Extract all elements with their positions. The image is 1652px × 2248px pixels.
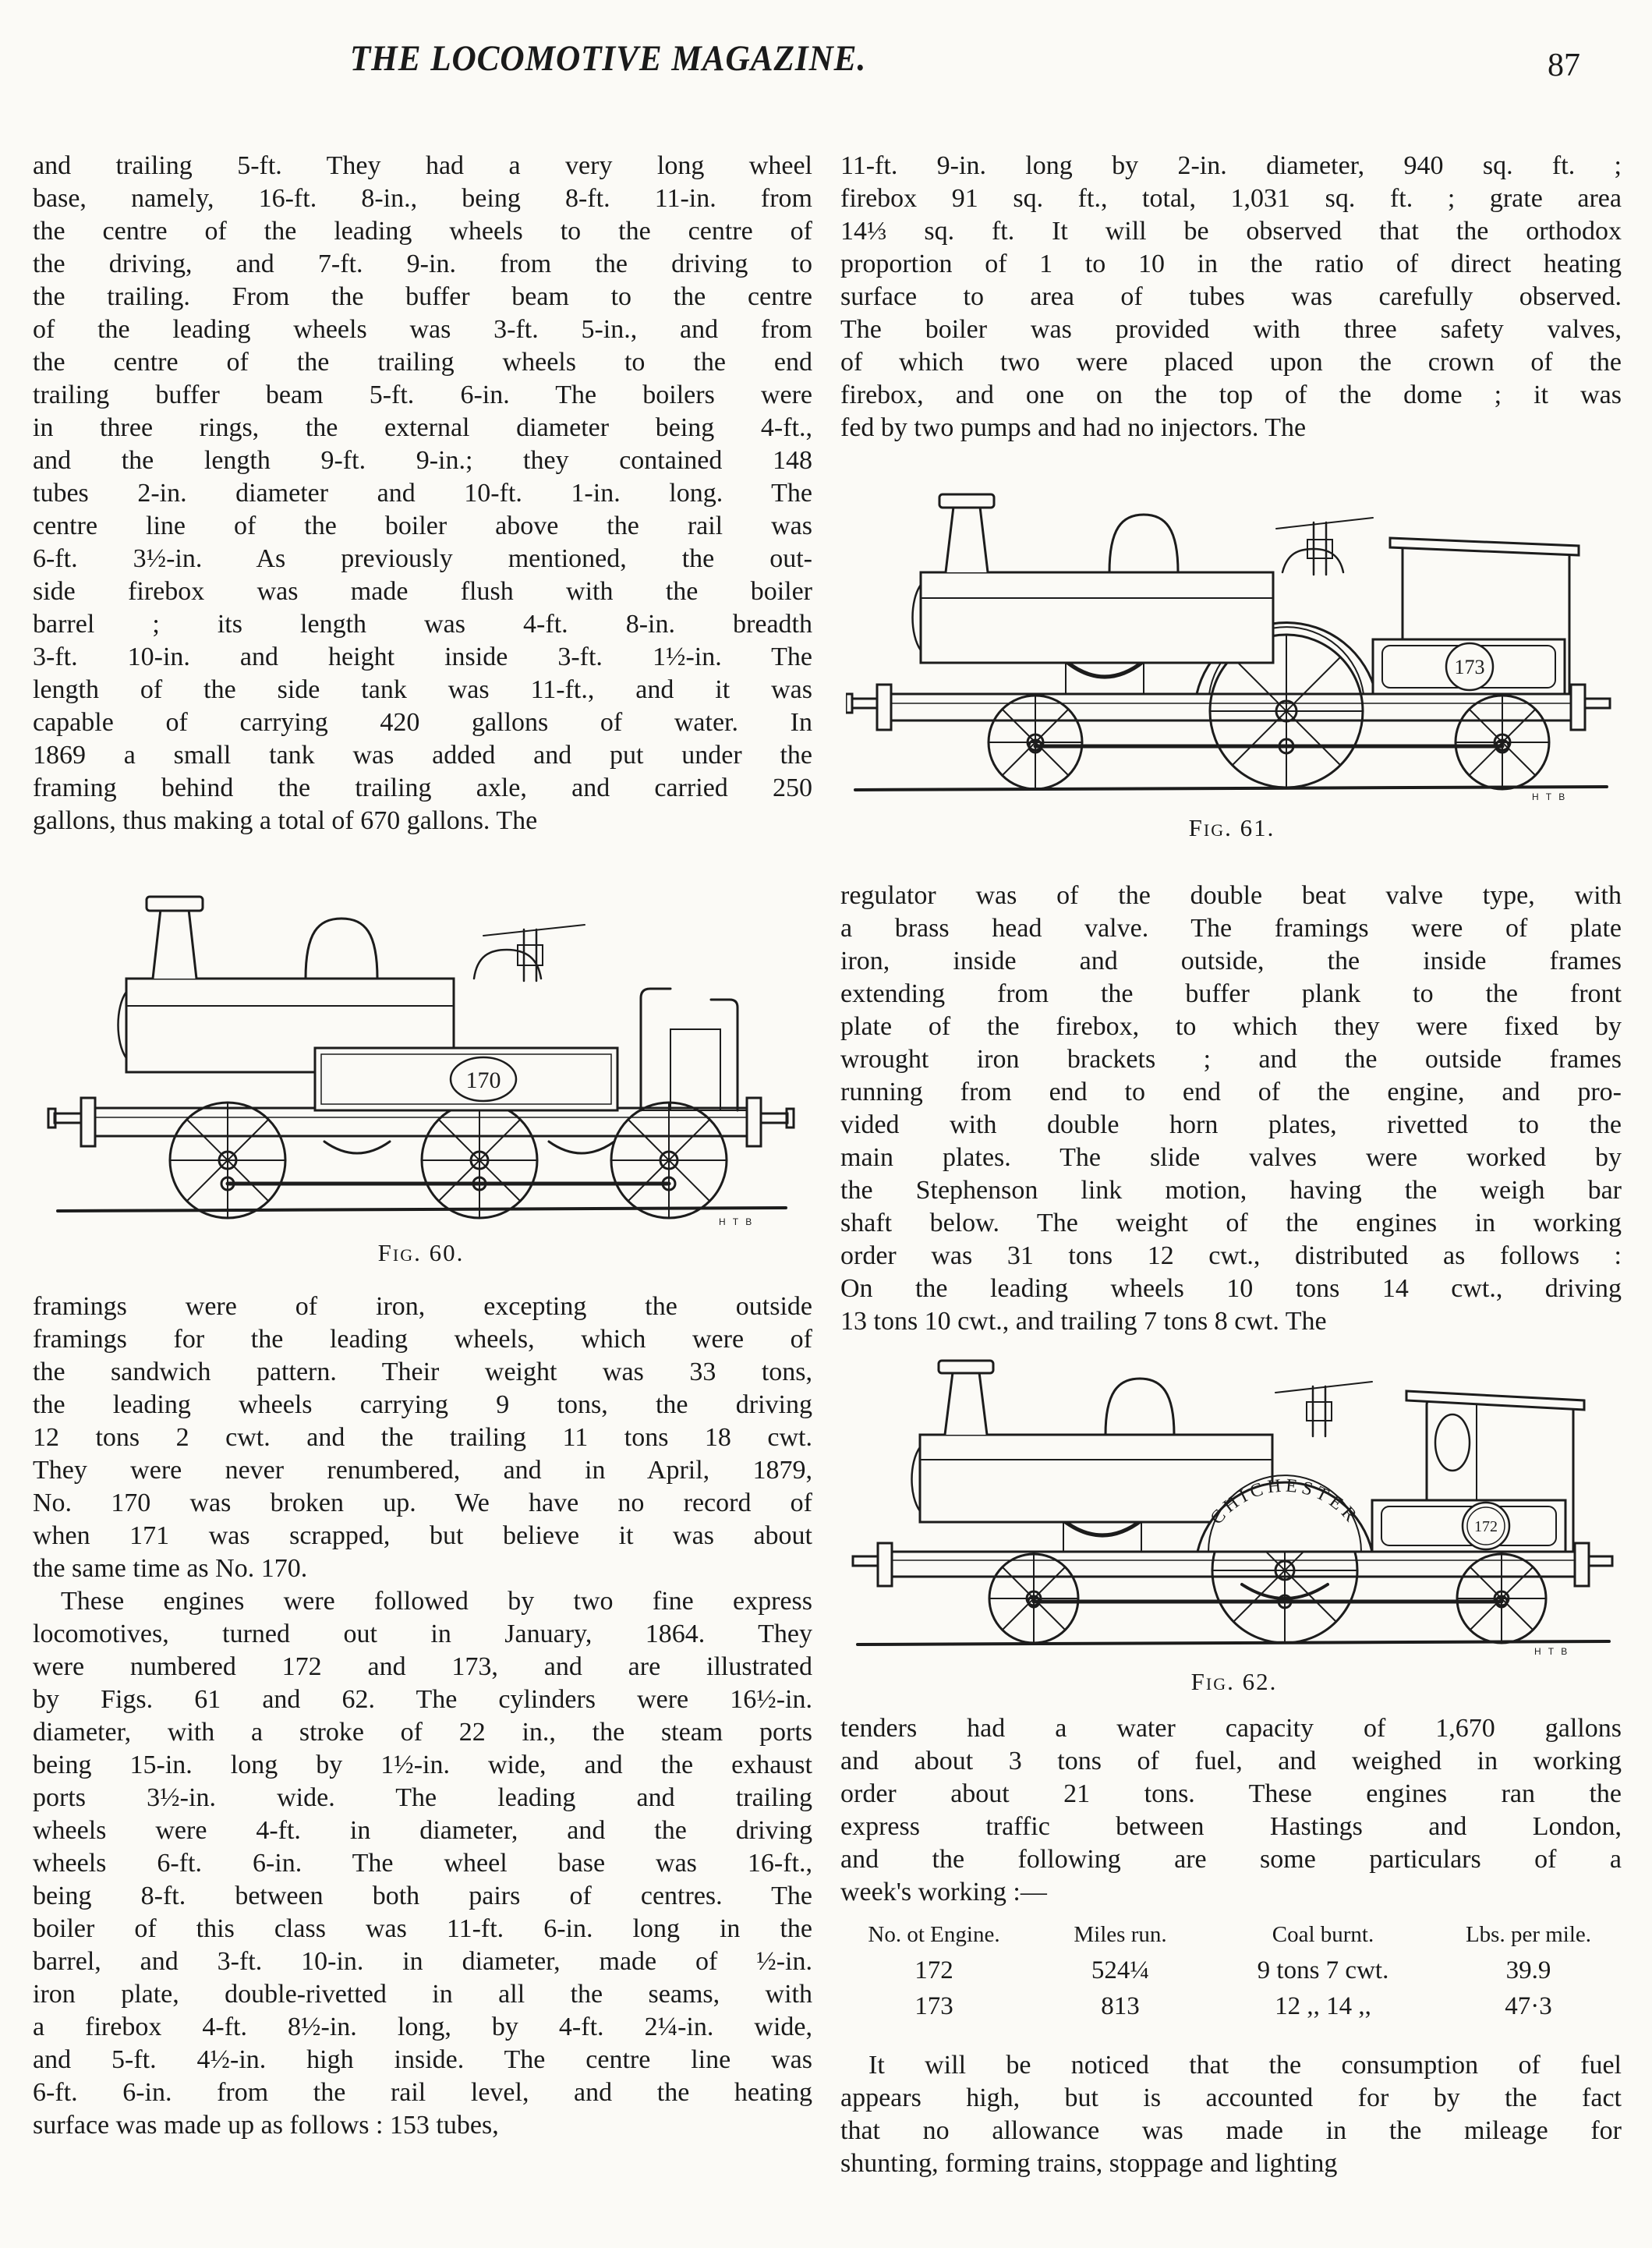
left-column-paragraph-3: [33, 1585, 812, 2142]
text-line: These engines were followed by two fine express: [61, 1587, 812, 1616]
front-buffer: [853, 1543, 892, 1586]
text-line: the centre of the leading wheels to the centre of: [33, 217, 812, 246]
text-line: barrel, and 3-ft. 10-in. in diameter, made of ½-in.: [33, 1947, 812, 1976]
chimney: [939, 494, 994, 572]
text-line: week's working :—: [840, 1878, 1047, 1906]
text-line: the Stephenson link motion, having the weigh bar: [840, 1176, 1622, 1205]
fig60-engraver-signature: H T B: [719, 1216, 755, 1227]
text-line: capable of carrying 420 gallons of water. In: [33, 708, 812, 737]
leaf-spring: [324, 1142, 390, 1153]
text-line: On the leading wheels 10 tons 14 cwt., driving: [840, 1274, 1622, 1303]
trailing-wheel: [1456, 696, 1549, 789]
figure-60: [47, 875, 795, 1267]
text-line: main plates. The slide valves were worked by: [840, 1143, 1622, 1172]
fig62-caption: Fig. 62.: [1190, 1668, 1278, 1695]
leading-wheel: [989, 1554, 1078, 1643]
text-line: gallons, thus making a total of 670 gallons. The: [33, 806, 538, 835]
text-line: framings for the leading wheels, which were of: [33, 1325, 812, 1354]
text-line: were numbered 172 and 173, and are illustrated: [33, 1652, 812, 1681]
fig62-number-label: 172: [1474, 1518, 1498, 1535]
fig61-engraver-signature: H T B: [1532, 791, 1568, 802]
fig60-caption: Fig. 60.: [377, 1239, 465, 1266]
text-line: by Figs. 61 and 62. The cylinders were 16½-in.: [33, 1685, 812, 1714]
left-column-lower-text: [33, 1290, 812, 2142]
frame: [891, 694, 1571, 720]
text-line: surface was made up as follows : 153 tubes,: [33, 2111, 499, 2140]
column-header-coal: Coal burnt.: [1272, 1921, 1374, 1947]
text-line: express traffic between Hastings and London,: [840, 1812, 1622, 1841]
text-line: firebox 91 sq. ft., total, 1,031 sq. ft. ; grate area: [840, 184, 1622, 213]
text-line: 1869 a small tank was added and put under the: [33, 741, 812, 770]
text-line: wrought iron brackets ; and the outside frames: [840, 1045, 1622, 1074]
right-column-paragraph-1: [840, 150, 1622, 444]
text-line: a brass head valve. The framings were of plate: [840, 914, 1622, 943]
text-line: length of the side tank was 11-ft., and it was: [33, 675, 812, 704]
firebox-casing: [474, 950, 541, 979]
text-line: 11-ft. 9-in. long by 2-in. diameter, 940 sq. ft. ;: [840, 151, 1622, 180]
driving-wheel: [422, 1103, 537, 1218]
coupling-rod: [1029, 739, 1509, 753]
chimney: [939, 1361, 993, 1435]
text-line: firebox, and one on the top of the dome ; it was: [840, 381, 1622, 409]
fig61-caption: Fig. 61.: [1188, 814, 1275, 841]
weekly-working-table: [837, 1917, 1620, 2024]
text-line: 12 tons 2 cwt. and the trailing 11 tons 18 cwt.: [33, 1423, 812, 1452]
cell-engine: 173: [914, 1991, 953, 2020]
cell-engine: 172: [914, 1956, 953, 1984]
fig61-locomotive-drawing: [846, 477, 1618, 805]
figure-61: [846, 477, 1618, 842]
cell-lbs: 39.9: [1505, 1956, 1551, 1984]
text-line: tubes 2-in. diameter and 10-ft. 1-in. long. The: [33, 479, 812, 508]
text-line: centre line of the boiler above the rail was: [33, 512, 812, 540]
cell-coal: 9 tons 7 cwt.: [1257, 1956, 1389, 1984]
cell-coal: 12 ,, 14 ,,: [1275, 1991, 1371, 2020]
text-line: the same time as No. 170.: [33, 1554, 308, 1583]
text-line: proportion of 1 to 10 in the ratio of direct heating: [840, 250, 1622, 278]
text-line: being 15-in. long by 1½-in. wide, and the exhaust: [33, 1751, 812, 1779]
chimney: [147, 897, 203, 979]
right-column-paragraph-4: [840, 2049, 1622, 2180]
text-line: the sandwich pattern. Their weight was 33 tons,: [33, 1358, 812, 1386]
text-line: 13 tons 10 cwt., and trailing 7 tons 8 cwt. The: [840, 1307, 1327, 1336]
steam-dome: [306, 919, 377, 979]
right-column-paragraph-3: [840, 1712, 1622, 1909]
text-line: in three rings, the external diameter being 4-ft.,: [33, 413, 812, 442]
leading-wheel: [989, 696, 1082, 789]
cab: [641, 989, 747, 1110]
text-line: a firebox 4-ft. 8½-in. long, by 4-ft. 2¼-in. wide,: [33, 2013, 812, 2041]
text-line: iron plate, double-rivetted in all the seams, with: [33, 1980, 812, 2009]
text-line: iron, inside and outside, the inside frames: [840, 947, 1622, 975]
text-line: the trailing. From the buffer beam to the centre: [33, 282, 812, 311]
text-line: order about 21 tons. These engines ran the: [840, 1779, 1622, 1808]
text-line: tenders had a water capacity of 1,670 gallons: [840, 1714, 1622, 1743]
text-line: and about 3 tons of fuel, and weighed in working: [840, 1747, 1622, 1775]
text-line: The boiler was provided with three safety valves,: [840, 315, 1622, 344]
text-line: wheels were 4-ft. in diameter, and the driving: [33, 1816, 812, 1845]
text-line: shunting, forming trains, stoppage and lighting: [840, 2149, 1338, 2178]
rear-buffer: [1571, 685, 1610, 730]
text-line: of which two were placed upon the crown of the: [840, 348, 1622, 377]
text-line: extending from the buffer plank to the front: [840, 979, 1622, 1008]
text-line: order was 31 tons 12 cwt., distributed as follows :: [840, 1241, 1622, 1270]
fig62-engraver-signature: H T B: [1534, 1646, 1570, 1657]
text-line: base, namely, 16-ft. 8-in., being 8-ft. 11-in. from: [33, 184, 812, 213]
text-line: ports 3½-in. wide. The leading and trailing: [33, 1783, 812, 1812]
table-row: [837, 1952, 1620, 1988]
text-line: plate of the firebox, to which they were fixed by: [840, 1012, 1622, 1041]
text-line: regulator was of the double beat valve type, with: [840, 881, 1622, 910]
text-line: side firebox was made flush with the boiler: [33, 577, 812, 606]
rear-buffer: [747, 1098, 794, 1146]
trailing-wheel: [611, 1103, 727, 1218]
fig62-locomotive-drawing: [848, 1351, 1620, 1659]
safety-valve-column: [1275, 1382, 1372, 1436]
text-line: when 171 was scrapped, but believe it was about: [33, 1521, 812, 1550]
text-line: the leading wheels carrying 9 tons, the driving: [33, 1390, 812, 1419]
text-line: It will be noticed that the consumption of fuel: [868, 2051, 1622, 2080]
rear-buffer: [1575, 1543, 1612, 1586]
cab-window: [1435, 1414, 1470, 1471]
text-line: 6-ft. 6-in. from the rail level, and the heating: [33, 2078, 812, 2107]
left-column-paragraph-1: [33, 150, 812, 837]
trailing-wheel: [1457, 1554, 1546, 1643]
text-line: and trailing 5-ft. They had a very long wheel: [33, 151, 812, 180]
frame: [95, 1108, 747, 1136]
text-line: boiler of this class was 11-ft. 6-in. long in the: [33, 1914, 812, 1943]
text-line: locomotives, turned out in January, 1864. They: [33, 1620, 812, 1648]
fig60-number-label: 170: [465, 1067, 501, 1093]
leading-wheel: [170, 1103, 285, 1218]
fig61-number-label: 173: [1454, 656, 1485, 678]
magazine-title: THE LOCOMOTIVE MAGAZINE.: [349, 38, 867, 79]
text-line: shaft below. The weight of the engines in working: [840, 1209, 1622, 1237]
cell-miles: 524¼: [1091, 1956, 1150, 1984]
table-header-row: [837, 1917, 1620, 1952]
boiler: [913, 572, 1274, 663]
text-line: and the following are some particulars of a: [840, 1845, 1622, 1874]
text-line: trailing buffer beam 5-ft. 6-in. The boilers were: [33, 381, 812, 409]
text-line: framing behind the trailing axle, and carried 250: [33, 774, 812, 802]
text-line: 14⅓ sq. ft. It will be observed that the orthodox: [840, 217, 1622, 246]
text-line: of the leading wheels was 3-ft. 5-in., and from: [33, 315, 812, 344]
text-line: They were never renumbered, and in April, 1879,: [33, 1456, 812, 1485]
text-line: being 8-ft. between both pairs of centres. The: [33, 1882, 812, 1910]
text-line: wheels 6-ft. 6-in. The wheel base was 16-ft.,: [33, 1849, 812, 1878]
text-line: that no allowance was made in the mileage for: [840, 2116, 1622, 2145]
text-line: running from end to end of the engine, and pro-: [840, 1078, 1622, 1106]
text-line: and 5-ft. 4½-in. high inside. The centre line was: [33, 2045, 812, 2074]
text-line: diameter, with a stroke of 22 in., the steam ports: [33, 1718, 812, 1747]
left-column-paragraph-2: [33, 1290, 812, 1585]
table-row: [837, 1988, 1620, 2024]
text-line: surface to area of tubes was carefully observed.: [840, 282, 1622, 311]
fig60-locomotive-drawing: [47, 875, 795, 1230]
rail-line: [58, 1208, 786, 1211]
front-buffer: [48, 1098, 95, 1146]
column-header-miles: Miles run.: [1074, 1921, 1167, 1947]
text-line: and the length 9-ft. 9-in.; they contained 148: [33, 446, 812, 475]
fig62-nameplate-text: CHICHESTER: [1206, 1475, 1364, 1529]
hammock-spring: [1066, 661, 1144, 694]
cell-lbs: 47·3: [1505, 1991, 1552, 2020]
right-column-paragraph-2: [840, 880, 1622, 1338]
text-line: barrel ; its length was 4-ft. 8-in. breadth: [33, 610, 812, 639]
text-line: 3-ft. 10-in. and height inside 3-ft. 1½-in. The: [33, 643, 812, 671]
front-buffer: [846, 685, 891, 730]
column-header-lbs: Lbs. per mile.: [1465, 1921, 1592, 1947]
text-line: 6-ft. 3½-in. As previously mentioned, the out-: [33, 544, 812, 573]
text-line: fed by two pumps and had no injectors. The: [840, 413, 1307, 442]
text-line: vided with double horn plates, rivetted to the: [840, 1110, 1622, 1139]
text-line: the driving, and 7-ft. 9-in. from the driving to: [33, 250, 812, 278]
steam-dome: [1105, 1379, 1174, 1435]
text-line: appears high, but is accounted for by the fact: [840, 2083, 1622, 2112]
steam-dome: [1109, 515, 1178, 572]
leaf-spring: [549, 1142, 614, 1153]
text-line: No. 170 was broken up. We have no record of: [33, 1489, 812, 1517]
figure-62: [848, 1351, 1620, 1696]
page-number: 87: [1548, 48, 1580, 83]
text-line: framings were of iron, excepting the outside: [33, 1292, 812, 1321]
cell-miles: 813: [1101, 1991, 1140, 2020]
coupling-rod: [221, 1177, 675, 1190]
column-header-engine: No. ot Engine.: [868, 1921, 1000, 1947]
text-line: the centre of the trailing wheels to the end: [33, 348, 812, 377]
